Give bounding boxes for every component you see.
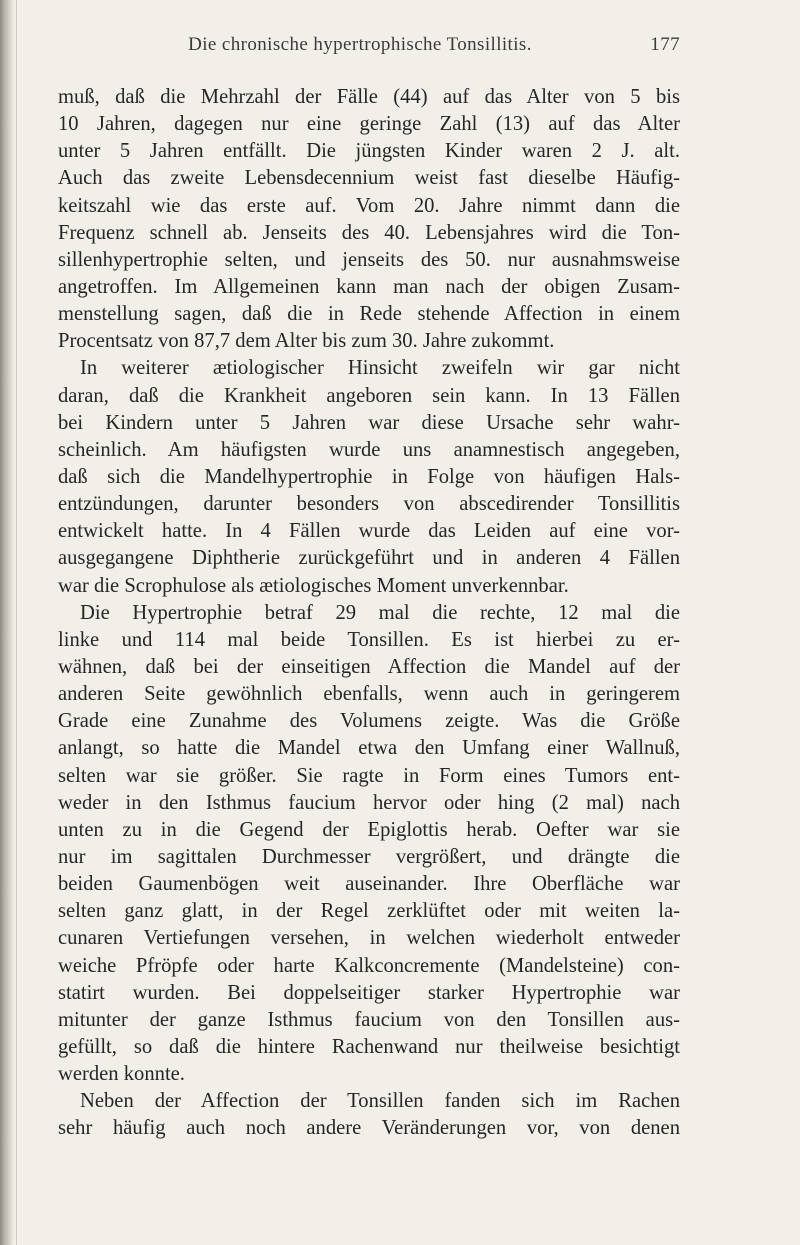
- text-line: Grade eine Zunahme des Volumens zeigte. Was die Größe: [58, 710, 680, 733]
- page-number: 177: [650, 34, 680, 55]
- text-line: cunaren Vertiefungen versehen, in welchen wiederholt entweder: [58, 927, 680, 950]
- text-line: angetroffen. Im Allgemeinen kann man nach der obigen Zusam-: [58, 275, 680, 298]
- text-line: entzündungen, darunter besonders von abscedirender Tonsillitis: [58, 493, 680, 516]
- text-line: 10 Jahren, dagegen nur eine geringe Zahl (13) auf das Alter: [58, 113, 680, 136]
- text-line: statirt wurden. Bei doppelseitiger starker Hypertrophie war: [58, 981, 680, 1004]
- text-line: mitunter der ganze Isthmus faucium von den Tonsillen aus-: [58, 1008, 680, 1031]
- text-line: anderen Seite gewöhnlich ebenfalls, wenn auch in geringerem: [58, 683, 680, 706]
- text-line: ausgegangene Diphtherie zurückgeführt und in anderen 4 Fällen: [58, 547, 680, 570]
- text-line: selten ganz glatt, in der Regel zerklüftet oder mit weiten la-: [58, 900, 680, 923]
- text-line: weder in den Isthmus faucium hervor oder hing (2 mal) nach: [58, 791, 680, 814]
- text-line: muß, daß die Mehrzahl der Fälle (44) auf das Alter von 5 bis: [58, 86, 680, 108]
- text-line: werden konnte.: [58, 1063, 185, 1086]
- text-line: menstellung sagen, daß die in Rede stehende Affection in einem: [58, 303, 680, 326]
- running-head: [60, 34, 680, 60]
- text-line: anlangt, so hatte die Mandel etwa den Umfang einer Wallnuß,: [58, 737, 680, 760]
- body-text: [58, 84, 680, 1142]
- text-line: Frequenz schnell ab. Jenseits des 40. Lebensjahres wird die Ton-: [58, 221, 680, 244]
- text-line: In weiterer ætiologischer Hinsicht zweifeln wir gar nicht: [80, 357, 680, 380]
- text-line: linke und 114 mal beide Tonsillen. Es ist hierbei zu er-: [58, 628, 680, 651]
- text-line: war die Scrophulose als ætiologisches Moment unverkennbar.: [58, 574, 569, 597]
- text-line: entwickelt hatte. In 4 Fällen wurde das Leiden auf eine vor-: [58, 520, 680, 543]
- text-line: unter 5 Jahren entfällt. Die jüngsten Kinder waren 2 J. alt.: [58, 140, 680, 163]
- text-line: Auch das zweite Lebensdecennium weist fast dieselbe Häufig-: [58, 167, 680, 190]
- page-binding-line: [16, 0, 17, 1245]
- page-binding-shadow: [0, 0, 14, 1245]
- text-line: Procentsatz von 87,7 dem Alter bis zum 30. Jahre zukommt.: [58, 330, 555, 353]
- text-line: scheinlich. Am häufigsten wurde uns anamnestisch angegeben,: [58, 438, 680, 461]
- text-line: daß sich die Mandelhypertrophie in Folge von häufigen Hals-: [58, 465, 680, 488]
- text-line: wähnen, daß bei der einseitigen Affection die Mandel auf der: [58, 655, 680, 678]
- text-line: Die Hypertrophie betraf 29 mal die rechte, 12 mal die: [80, 601, 680, 624]
- text-line: sehr häufig auch noch andere Veränderungen vor, von denen: [58, 1117, 680, 1140]
- text-line: weiche Pfröpfe oder harte Kalkconcremente (Mandelsteine) con-: [58, 954, 680, 977]
- text-line: unten zu in die Gegend der Epiglottis herab. Oefter war sie: [58, 818, 680, 841]
- text-line: sillenhypertrophie selten, und jenseits des 50. nur ausnahmsweise: [58, 248, 680, 271]
- text-line: keitszahl wie das erste auf. Vom 20. Jahre nimmt dann die: [58, 194, 680, 217]
- text-line: nur im sagittalen Durchmesser vergrößert, und drängte die: [58, 845, 680, 868]
- text-line: gefüllt, so daß die hintere Rachenwand nur theilweise besichtigt: [58, 1035, 680, 1058]
- text-line: Neben der Affection der Tonsillen fanden sich im Rachen: [80, 1090, 680, 1113]
- text-line: bei Kindern unter 5 Jahren war diese Ursache sehr wahr-: [58, 411, 680, 434]
- text-line: selten war sie größer. Sie ragte in Form eines Tumors ent-: [58, 764, 680, 787]
- text-line: daran, daß die Krankheit angeboren sein kann. In 13 Fällen: [58, 384, 680, 407]
- text-line: beiden Gaumenbögen weit auseinander. Ihre Oberfläche war: [58, 873, 680, 896]
- running-title: Die chronische hypertrophische Tonsillitis.: [188, 34, 532, 55]
